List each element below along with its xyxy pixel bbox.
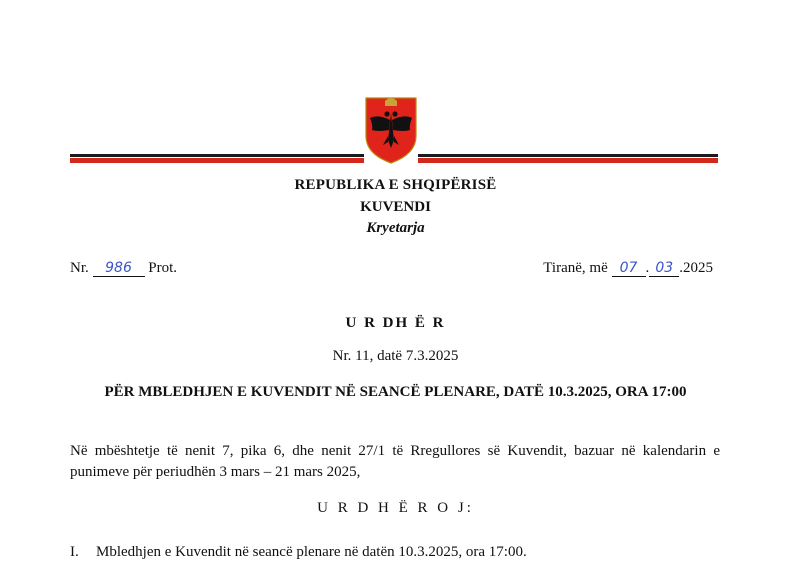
institution-heading: KUVENDI [360,199,431,215]
place-prefix: Tiranë, më [543,260,608,276]
republic-heading: REPUBLIKA E SHQIPËRISË [294,177,497,193]
prot-suffix: Prot. [148,260,178,276]
date-line [543,260,713,277]
preamble-paragraph: Në mbështetje të nenit 7, pika 6, dhe nenit 27/1 të Rregullores së Kuvendit, bazuar në kalendarin e punimeve për periudhën 3 mars – 21 mars 2025, [70,443,720,480]
albanian-coat-of-arms-emblem [364,92,418,164]
order-heading: U R D H Ë R O J: [317,500,474,516]
date-year: .2025 [679,260,713,276]
nr-prefix: Nr. [70,260,89,276]
date-month-handwritten: 03 [649,261,679,277]
document-title: U R DH Ë R [345,315,446,331]
document-subject: PËR MBLEDHJEN E KUVENDIT NË SEANCË PLENARE, DATË 10.3.2025, ORA 17:00 [104,384,687,400]
protocol-line [70,260,177,277]
date-day-handwritten: 07 [612,261,646,277]
list-item [70,544,527,561]
date-separator: . [645,260,650,276]
office-heading: Kryetarja [366,220,425,236]
list-item-text: Mbledhjen e Kuvendit në seancë plenare në datën 10.3.2025, ora 17:00. [96,544,527,560]
list-item-number: I. [70,544,79,560]
protocol-number-handwritten: 986 [93,261,145,277]
header-rule-right [418,154,718,163]
header-rule-left [70,154,364,163]
document-number-line: Nr. 11, datë 7.3.2025 [332,348,459,364]
